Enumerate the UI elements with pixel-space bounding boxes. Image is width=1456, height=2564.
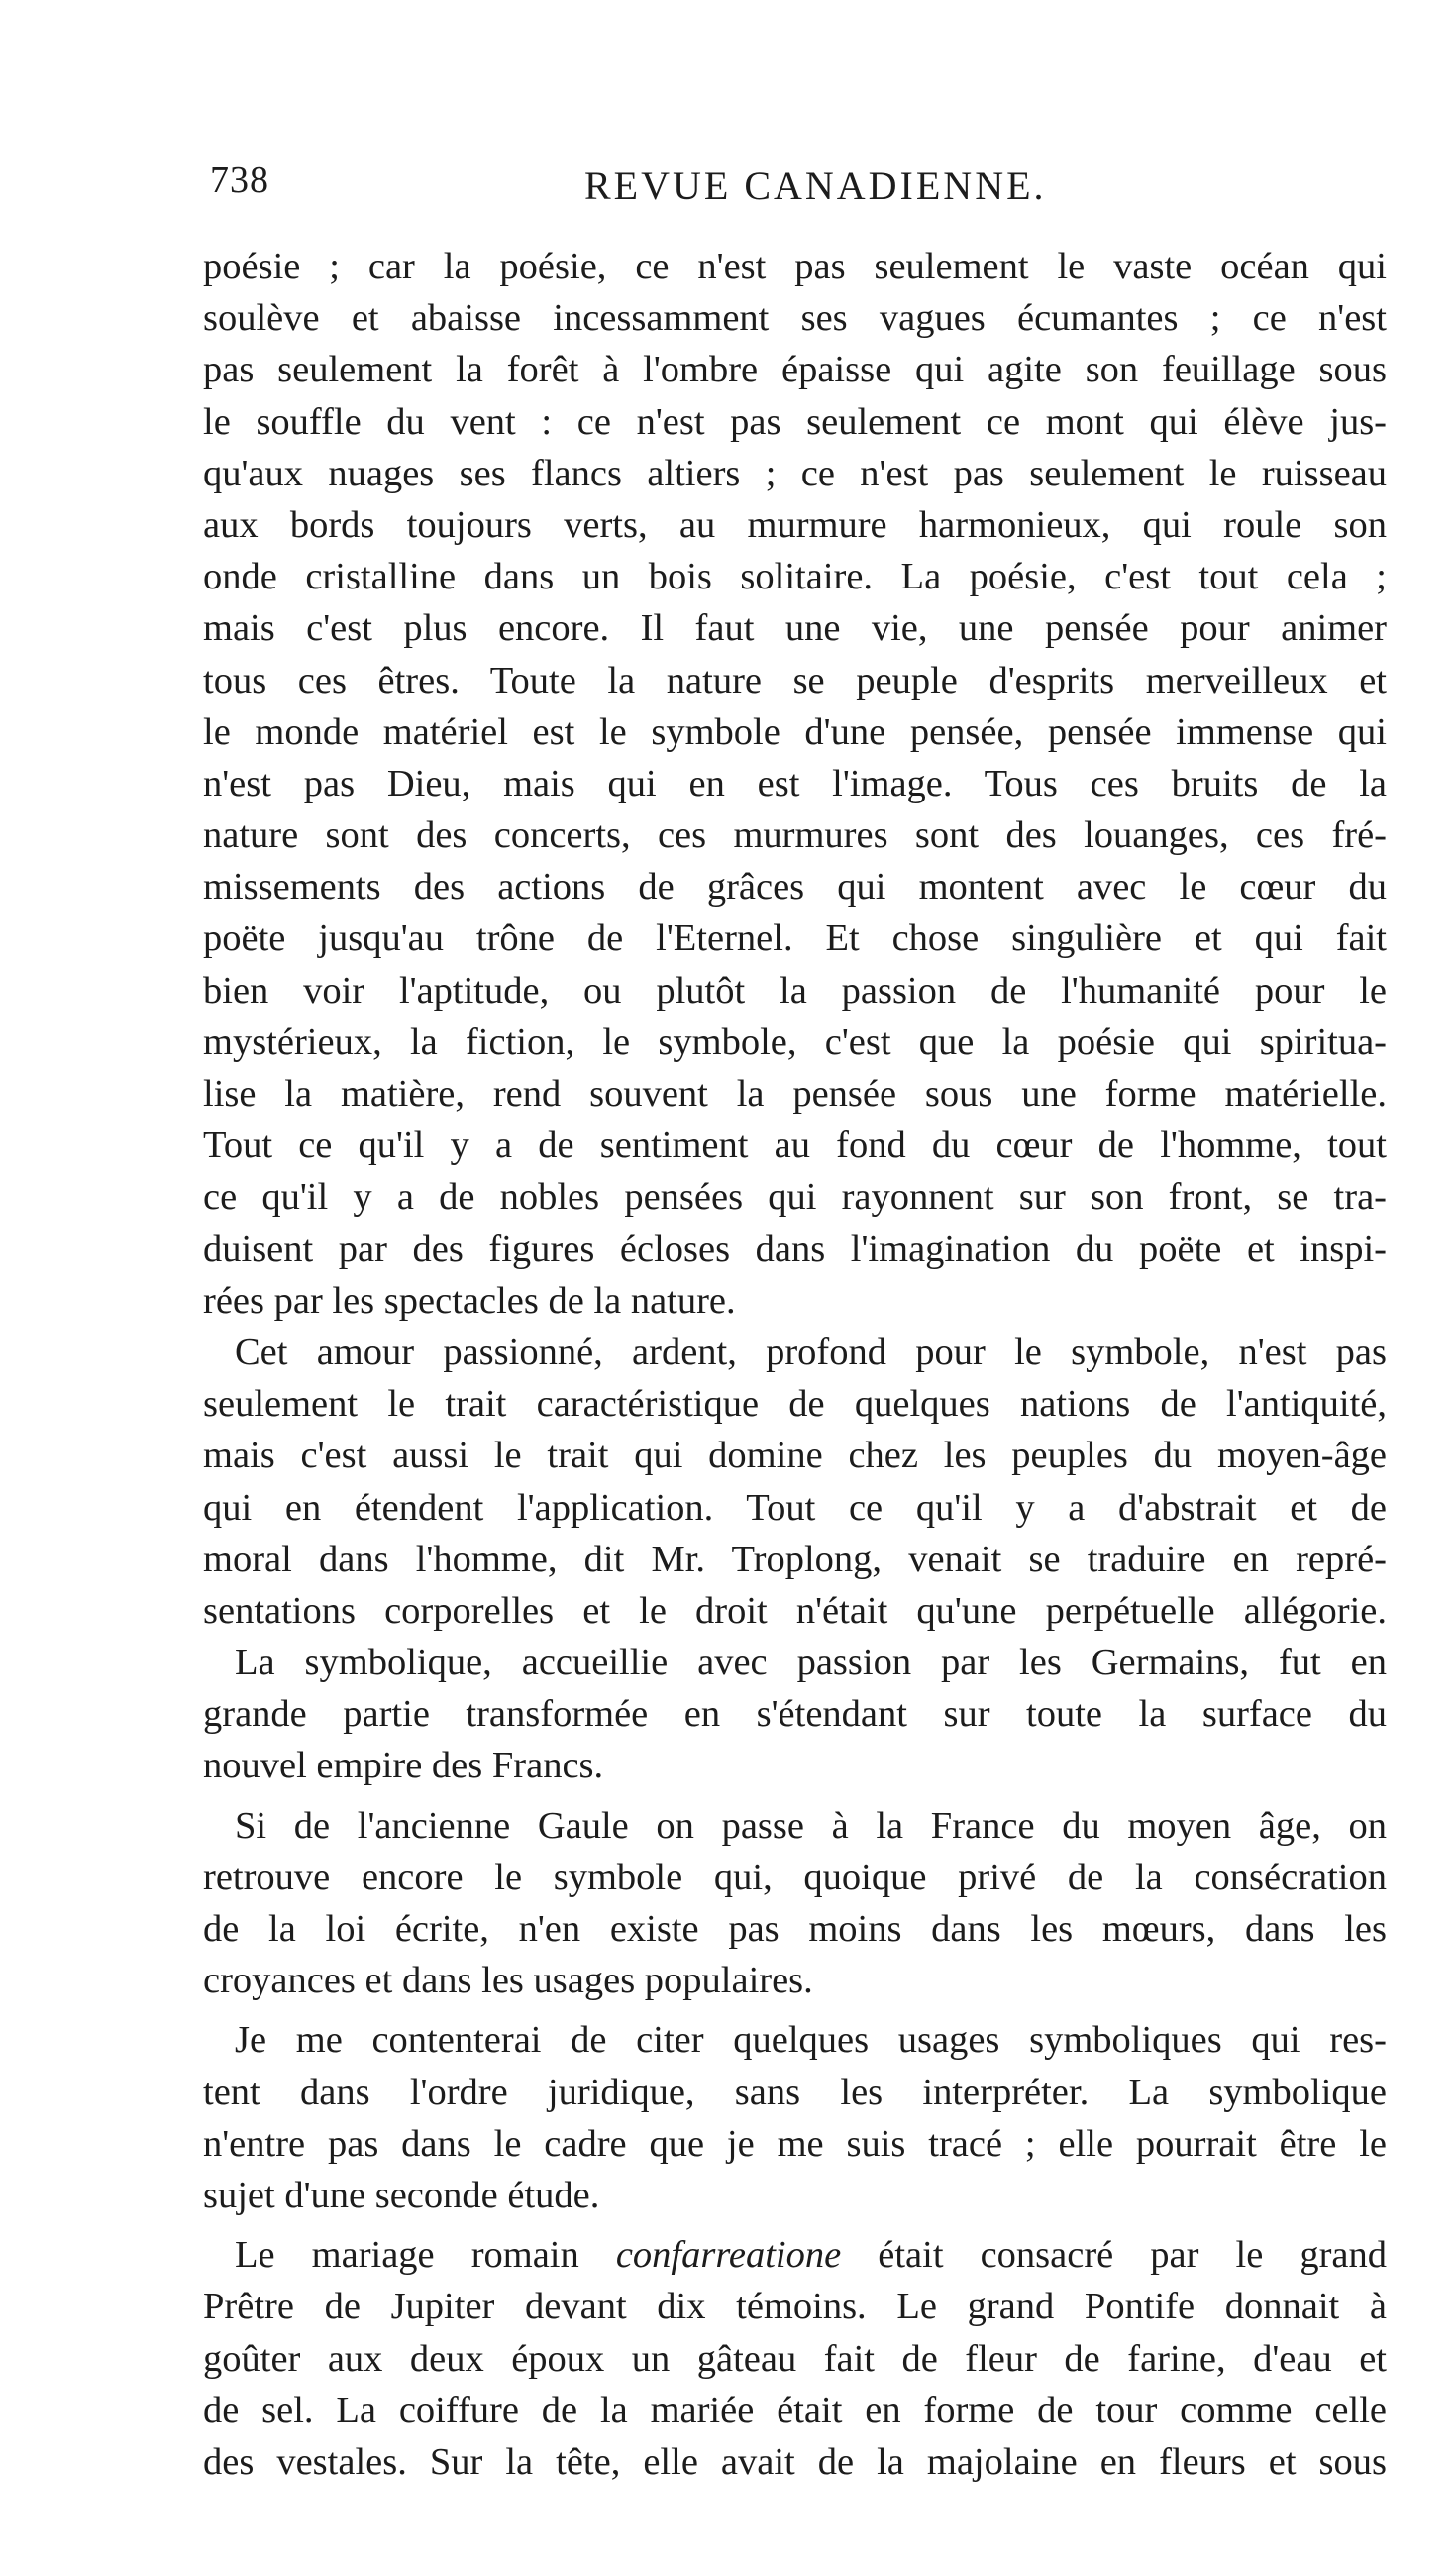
text-line: poëte jusqu'au trône de l'Eternel. Et chose singulière et qui fait (203, 917, 1387, 960)
text-line: seulement le trait caractéristique de quelques nations de l'antiquité, (203, 1383, 1387, 1426)
text-line: n'entre pas dans le cadre que je me suis tracé ; elle pourrait être le (203, 2122, 1387, 2165)
text-line: grande partie transformée en s'étendant sur toute la surface du (203, 1693, 1387, 1736)
text-line: mais c'est plus encore. Il faut une vie, une pensée pour animer (203, 607, 1387, 650)
text-line: ce qu'il y a de nobles pensées qui rayonnent sur son front, se tra- (203, 1176, 1387, 1219)
text-line: Si de l'ancienne Gaule on passe à la France du moyen âge, on (235, 1804, 1387, 1847)
text-line: sentations corporelles et le droit n'était qu'une perpétuelle allégorie. (203, 1589, 1387, 1632)
paragraph-gap (203, 2221, 1387, 2229)
text-line: missements des actions de grâces qui montent avec le cœur du (203, 866, 1387, 908)
paragraph (203, 2229, 1387, 2488)
text-line: nouvel empire des Francs. (203, 1745, 604, 1787)
text-run: était consacré par le grand (841, 2234, 1388, 2277)
text-line: soulève et abaisse incessamment ses vagues écumantes ; ce n'est (203, 297, 1387, 340)
running-head (210, 159, 1379, 208)
text-line: poésie ; car la poésie, ce n'est pas seulement le vaste océan qui (203, 246, 1387, 287)
paragraph (203, 1327, 1387, 1637)
paragraph (203, 1637, 1387, 1792)
paragraph (203, 1800, 1387, 2007)
text-line: de la loi écrite, n'en existe pas moins dans les mœurs, dans les (203, 1908, 1387, 1950)
journal-title: REVUE CANADIENNE. (584, 163, 1047, 208)
text-line: Je me contenterai de citer quelques usages symboliques qui res- (235, 2019, 1387, 2062)
text-line: retrouve encore le symbole qui, quoique privé de la consécration (203, 1856, 1387, 1898)
text-line: le souffle du vent : ce n'est pas seulement ce mont qui élève jus- (203, 400, 1387, 443)
text-line: onde cristalline dans un bois solitaire. La poésie, c'est tout cela ; (203, 556, 1387, 598)
text-line: Tout ce qu'il y a de sentiment au fond du cœur de l'homme, tout (203, 1124, 1387, 1167)
text-line: Prêtre de Jupiter devant dix témoins. Le grand Pontife donnait à (203, 2286, 1387, 2328)
text-line: le monde matériel est le symbole d'une pensée, pensée immense qui (203, 710, 1387, 753)
text-line: croyances et dans les usages populaires. (203, 1960, 813, 2002)
text-line (203, 2229, 1387, 2281)
paragraph (203, 241, 1387, 1327)
paragraph-gap (203, 2006, 1387, 2014)
text-line: Cet amour passionné, ardent, profond pour le symbole, n'est pas (235, 1331, 1387, 1373)
text-line: des vestales. Sur la tête, elle avait de la majolaine en fleurs et sous (203, 2440, 1387, 2483)
text-line: bien voir l'aptitude, ou plutôt la passion de l'humanité pour le (203, 969, 1387, 1012)
paragraph-gap (203, 1792, 1387, 1800)
text-line: pas seulement la forêt à l'ombre épaisse qui agite son feuillage sous (203, 349, 1387, 391)
text-line: duisent par des figures écloses dans l'imagination du poëte et inspi- (203, 1228, 1387, 1270)
text-line: n'est pas Dieu, mais qui en est l'image. Tous ces bruits de la (203, 762, 1387, 804)
text-line: de sel. La coiffure de la mariée était en forme de tour comme celle (203, 2389, 1387, 2431)
italic-term: confarreatione (615, 2234, 842, 2277)
text-line: lise la matière, rend souvent la pensée sous une forme matérielle. (203, 1073, 1387, 1115)
text-line: sujet d'une seconde étude. (203, 2174, 600, 2216)
body-text (203, 241, 1387, 2488)
text-line: La symbolique, accueillie avec passion par les Germains, fut en (235, 1642, 1387, 1684)
paragraph (203, 2014, 1387, 2221)
text-line: moral dans l'homme, dit Mr. Troplong, venait se traduire en repré- (203, 1538, 1387, 1580)
text-line: mais c'est aussi le trait qui domine chez les peuples du moyen-âge (203, 1435, 1387, 1477)
text-line: tent dans l'ordre juridique, sans les interpréter. La symbolique (203, 2071, 1387, 2113)
text-line: aux bords toujours verts, au murmure harmonieux, qui roule son (203, 503, 1387, 546)
page-number: 738 (210, 160, 269, 201)
text-line: tous ces êtres. Toute la nature se peuple d'esprits merveilleux et (203, 659, 1387, 701)
text-line: qu'aux nuages ses flancs altiers ; ce n'est pas seulement le ruisseau (203, 452, 1387, 494)
text-line: mystérieux, la fiction, le symbole, c'est que la poésie qui spiritua- (203, 1020, 1387, 1063)
text-run: Le mariage romain (235, 2234, 616, 2277)
text-line: rées par les spectacles de la nature. (203, 1279, 736, 1322)
text-line: qui en étendent l'application. Tout ce qu'il y a d'abstrait et de (203, 1486, 1387, 1529)
text-line: nature sont des concerts, ces murmures sont des louanges, ces fré- (203, 814, 1387, 857)
text-line: goûter aux deux époux un gâteau fait de fleur de farine, d'eau et (203, 2337, 1387, 2380)
